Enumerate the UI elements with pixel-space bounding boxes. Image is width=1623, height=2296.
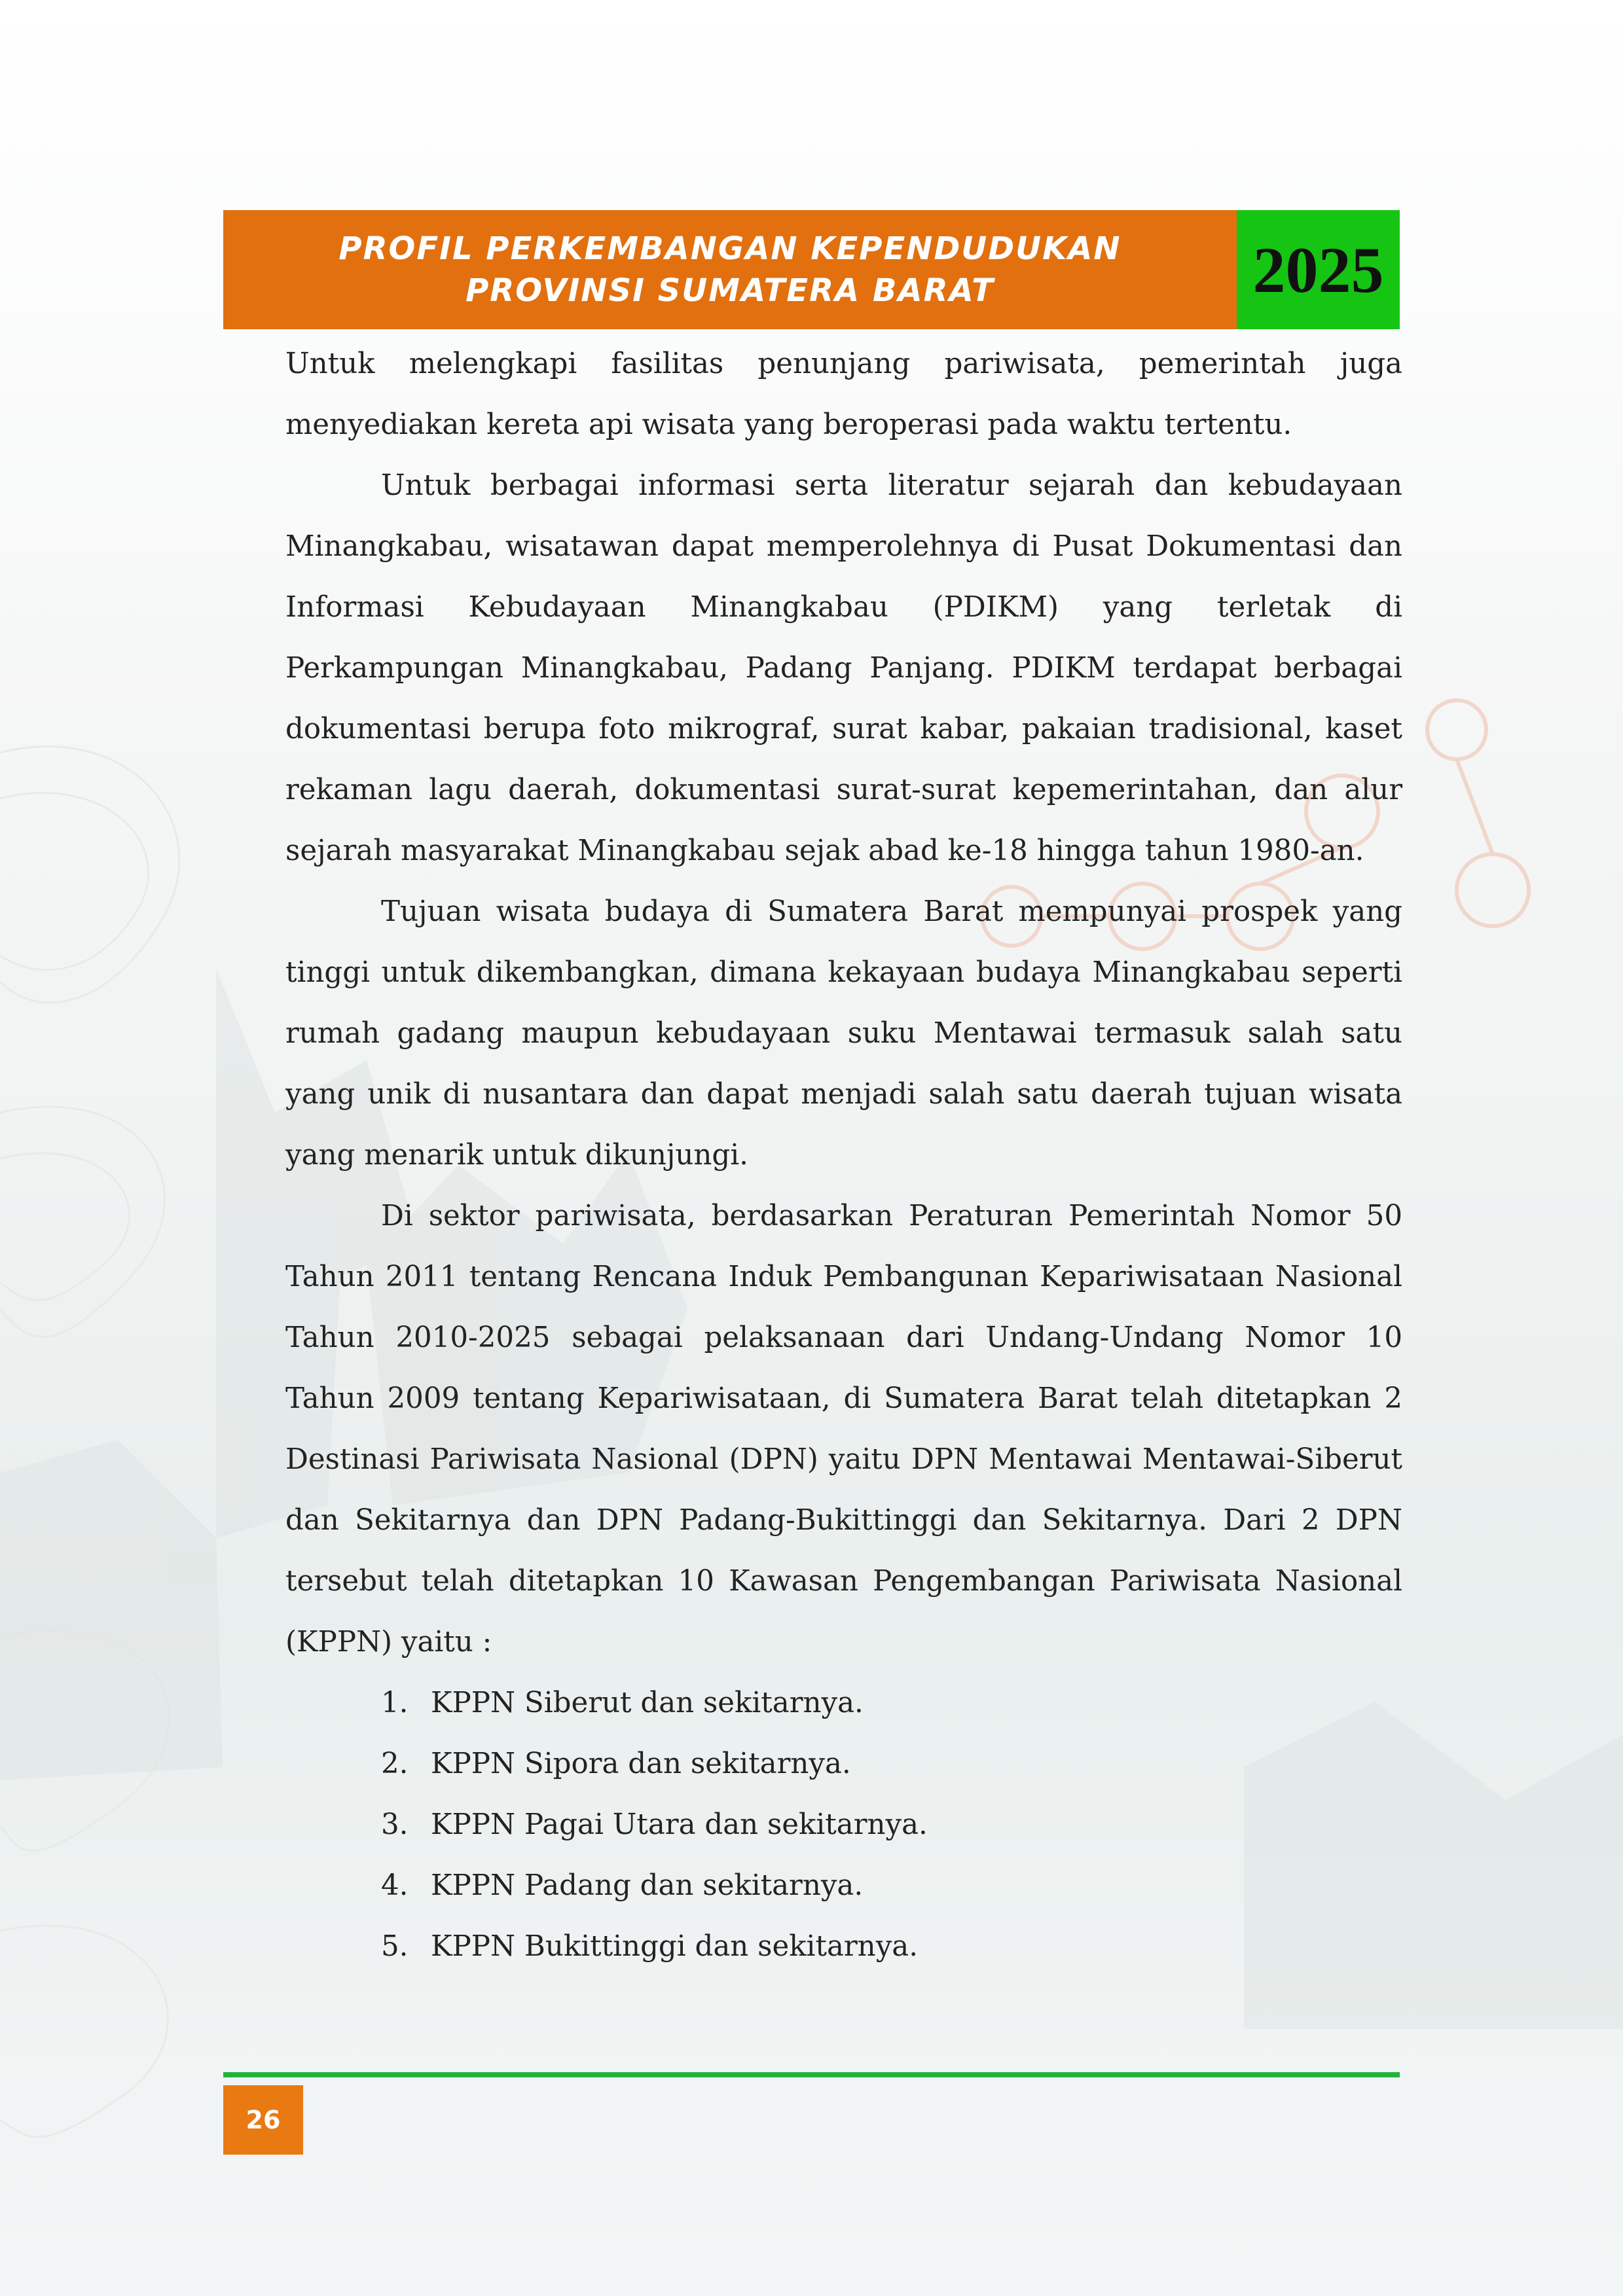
page-header (223, 210, 1400, 329)
kppn-list (285, 1673, 1402, 1977)
list-item-text: KPPN Sipora dan sekitarnya. (431, 1748, 851, 1780)
list-item-text: KPPN Siberut dan sekitarnya. (431, 1687, 864, 1719)
list-item (285, 1673, 1402, 1734)
list-item-number: 1. (381, 1687, 409, 1719)
header-title-line-2: PROVINSI SUMATERA BARAT (465, 272, 994, 309)
paragraph: Di sektor pariwisata, berdasarkan Peraturan Pemerintah Nomor 50 Tahun 2011 tentang Rencana Induk Pembangunan Kepariwisataan Nasional Tahun 2010-2025 sebagai pelaksanaan dari Undang-Undang Nomor 10 Tahun 2009 tentang Kepariwisataan, di Sumatera Barat telah ditetapkan 2 Destinasi Pariwisata Nasional (DPN) yaitu DPN Mentawai Mentawai-Siberut dan Sekitarnya dan DPN Padang-Bukittinggi dan Sekitarnya. Dari 2 DPN tersebut telah ditetapkan 10 Kawasan Pengembangan Pariwisata Nasional (KPPN) yaitu : (285, 1200, 1402, 1659)
footer-divider (223, 2072, 1400, 2077)
list-item (285, 1856, 1402, 1916)
list-item-number: 3. (381, 1808, 409, 1841)
list-item (285, 1795, 1402, 1856)
list-item-text: KPPN Padang dan sekitarnya. (431, 1869, 864, 1902)
list-item-number: 2. (381, 1748, 409, 1780)
header-year: 2025 (1237, 210, 1400, 329)
paragraph: Tujuan wisata budaya di Sumatera Barat mempunyai prospek yang tinggi untuk dikembangkan, dimana kekayaan budaya Minangkabau seperti rumah gadang maupun kebudayaan suku Mentawai termasuk salah satu yang unik di nusantara dan dapat menjadi salah satu daerah tujuan wisata yang menarik untuk dikunjungi. (285, 895, 1402, 1172)
page-number: 26 (223, 2085, 303, 2155)
list-item-text: KPPN Pagai Utara dan sekitarnya. (431, 1808, 928, 1841)
list-item (285, 1916, 1402, 1977)
list-item (285, 1734, 1402, 1795)
paragraph: Untuk melengkapi fasilitas penunjang pariwisata, pemerintah juga menyediakan kereta api wisata yang beroperasi pada waktu tertentu. (285, 348, 1402, 441)
paragraph: Untuk berbagai informasi serta literatur sejarah dan kebudayaan Minangkabau, wisatawan dapat memperolehnya di Pusat Dokumentasi dan Informasi Kebudayaan Minangkabau (PDIKM) yang terletak di Perkampungan Minangkabau, Padang Panjang. PDIKM terdapat berbagai dokumentasi berupa foto mikrograf, surat kabar, pakaian tradisional, kaset rekaman lagu daerah, dokumentasi surat-surat kepemerintahan, dan alur sejarah masyarakat Minangkabau sejak abad ke-18 hingga tahun 1980-an. (285, 469, 1402, 867)
list-item-number: 5. (381, 1930, 409, 1963)
header-title-line-1: PROFIL PERKEMBANGAN KEPENDUDUKAN (338, 230, 1122, 267)
list-item-number: 4. (381, 1869, 409, 1902)
list-item-text: KPPN Bukittinggi dan sekitarnya. (431, 1930, 919, 1963)
body-content (285, 334, 1402, 1977)
header-title (223, 210, 1237, 329)
